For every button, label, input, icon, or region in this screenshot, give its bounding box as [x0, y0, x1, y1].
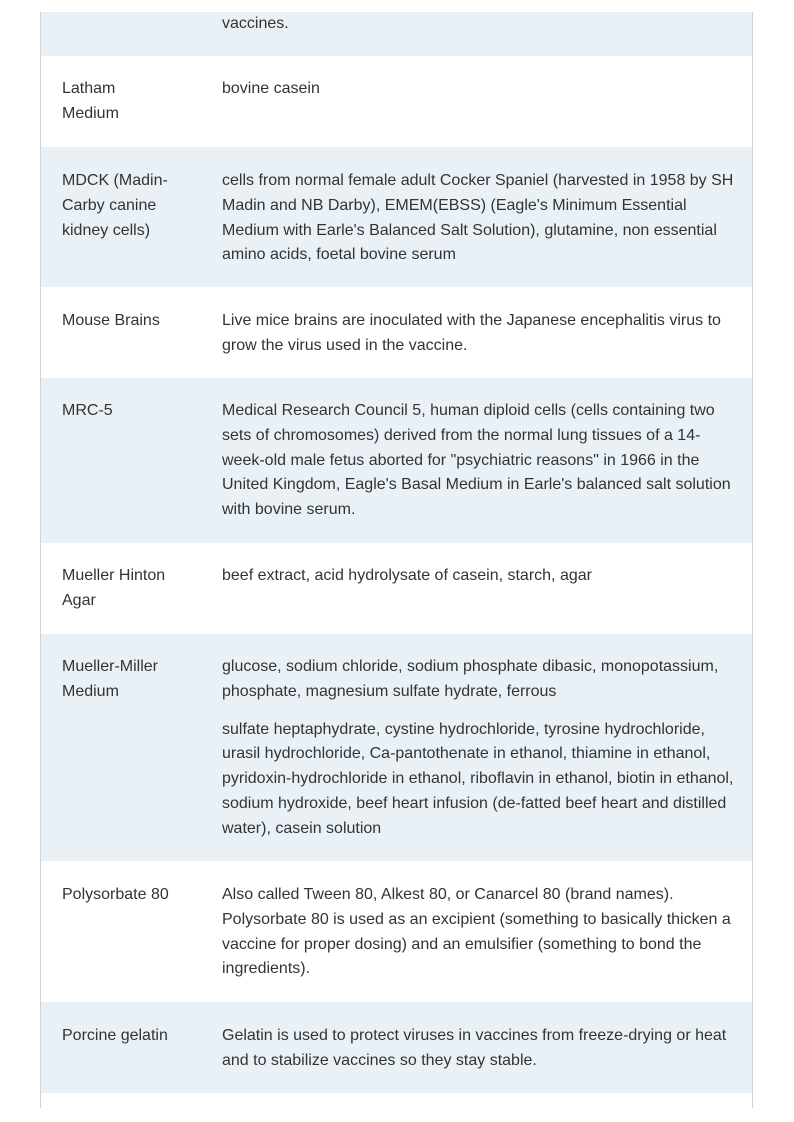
ingredient-description: beef extract, acid hydrolysate of casein, starch, agar	[222, 567, 592, 584]
ingredient-description: Live mice brains are inoculated with the Japanese encephalitis virus to grow the virus used in the vaccine.	[222, 312, 721, 354]
table-row	[41, 56, 752, 147]
ingredient-name: Polysorbate 80	[62, 886, 169, 903]
ingredient-name: Mouse Brains	[62, 312, 160, 329]
ingredient-name: Mueller-Miller Medium	[62, 658, 159, 700]
table-row	[41, 378, 752, 543]
ingredient-name: Mueller Hinton Agar	[62, 567, 166, 609]
ingredient-description: cells from normal female adult Cocker Spaniel (harvested in 1958 by SH Madin and NB Darby), EMEM(EBSS) (Eagle's Minimum Essential Medium with Earle's Balanced Salt Solution), glutamine, non essential amino acids, foetal bovine serum	[222, 172, 734, 264]
table-row	[41, 861, 752, 1002]
ingredient-description: vaccines.	[222, 15, 289, 32]
ingredient-description: Also called Tween 80, Alkest 80, or Canarcel 80 (brand names). Polysorbate 80 is used as an excipient (something to basically thicken a vaccine for proper dosing) and an emulsifier (something to bond the ingredients).	[222, 886, 731, 978]
table-row	[41, 1002, 752, 1093]
ingredient-name: Latham Medium	[62, 80, 119, 122]
ingredient-description: bovine casein	[222, 80, 320, 97]
ingredient-description: Gelatin is used to protect viruses in vaccines from freeze-drying or heat and to stabilize vaccines so they stay stable.	[222, 1027, 727, 1069]
table-row	[41, 12, 752, 56]
table-row	[41, 543, 752, 634]
ingredient-description: Medical Research Council 5, human diploid cells (cells containing two sets of chromosomes) derived from the normal lung tissues of a 14-week-old male fetus aborted for "psychiatric reasons" in 1966 in the United Kingdom, Eagle's Basal Medium in Earle's balanced salt solution with bovine serum.	[222, 402, 731, 519]
ingredients-table	[40, 12, 753, 1108]
ingredient-name: MRC-5	[62, 402, 113, 419]
ingredient-name: Porcine gelatin	[62, 1027, 168, 1044]
ingredient-description: glucose, sodium chloride, sodium phosphate dibasic, monopotassium, phosphate, magnesium sulfate hydrate, ferrous sulfate heptaphydrate, cystine hydrochloride, tyrosine hydrochloride, urasil hydrochloride, Ca-pantothenate in ethanol, thiamine in ethanol, pyridoxin-hydrochloride in ethanol, riboflavin in ethanol, biotin in ethanol, sodium hydroxide, beef heart infusion (de-fatted beef heart and distilled water), casein solution	[222, 658, 734, 837]
table-row	[41, 634, 752, 861]
table-row	[41, 1093, 752, 1108]
table-row	[41, 147, 752, 287]
ingredient-name: MDCK (Madin- Carby canine kidney cells)	[62, 172, 168, 239]
table-row	[41, 287, 752, 378]
